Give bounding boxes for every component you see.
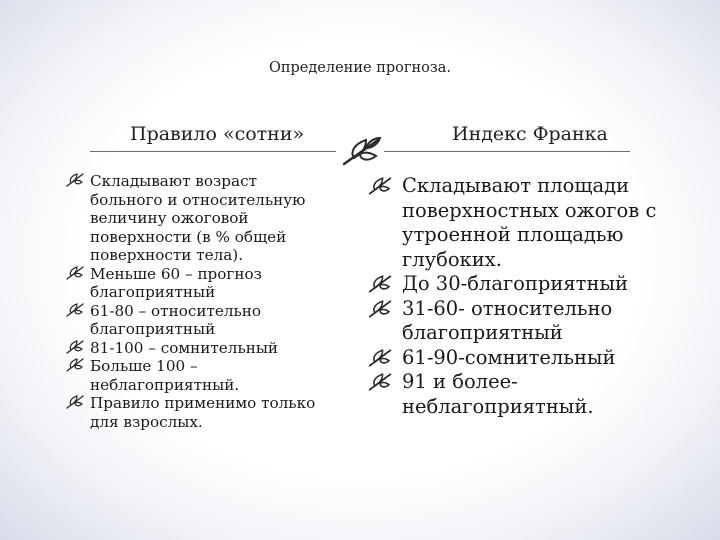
feather-bullet-icon [368, 300, 392, 325]
list-item [368, 272, 698, 297]
list-item-text: Меньше 60 – прогноз благоприятный [90, 264, 262, 301]
left-bullet-list [66, 172, 326, 431]
list-item [66, 394, 326, 431]
list-item [66, 339, 326, 358]
list-item [66, 357, 326, 394]
left-divider-line [90, 151, 340, 152]
list-item-text: 81-100 – сомнительный [90, 338, 279, 357]
feather-bullet-icon [66, 266, 84, 285]
list-item-text: Больше 100 – неблагоприятный. [90, 357, 240, 394]
list-item-text: Складывают площади поверхностных ожогов с утроенной площадью глубоких. [402, 174, 657, 271]
list-item [368, 297, 698, 346]
right-column-heading: Индекс Франка [452, 123, 608, 145]
feather-bullet-icon [368, 373, 392, 398]
right-divider-line [380, 151, 630, 152]
slide-title: Определение прогноза. [268, 60, 452, 76]
list-item [66, 172, 326, 265]
list-item [368, 370, 698, 419]
list-item-text: 61-90-сомнительный [402, 345, 616, 369]
left-column-heading: Правило «сотни» [130, 123, 305, 145]
right-bullet-list [368, 174, 698, 419]
list-item [368, 174, 698, 272]
feather-bullet-icon [66, 340, 84, 359]
list-item [66, 265, 326, 302]
feather-bullet-icon [66, 303, 84, 322]
feather-bullet-icon [66, 358, 84, 377]
list-item-text: До 30-благоприятный [402, 272, 628, 295]
feather-bullet-icon [66, 395, 84, 414]
list-item-text: Складывают возраст больного и относительную величину ожоговой поверхности (в % общей поверхности тела). [90, 172, 306, 264]
list-item [368, 346, 698, 371]
list-item-text: 31-60- относительно благоприятный [402, 296, 613, 344]
list-item-text: 91 и более-неблагоприятный. [402, 370, 594, 418]
feather-bullet-icon [368, 177, 392, 202]
list-item-text: Правило применимо только для взрослых. [90, 394, 316, 431]
list-item-text: 61-80 – относительно благоприятный [90, 301, 262, 338]
list-item [66, 302, 326, 339]
feather-divider-icon [336, 134, 384, 168]
feather-bullet-icon [66, 173, 84, 192]
